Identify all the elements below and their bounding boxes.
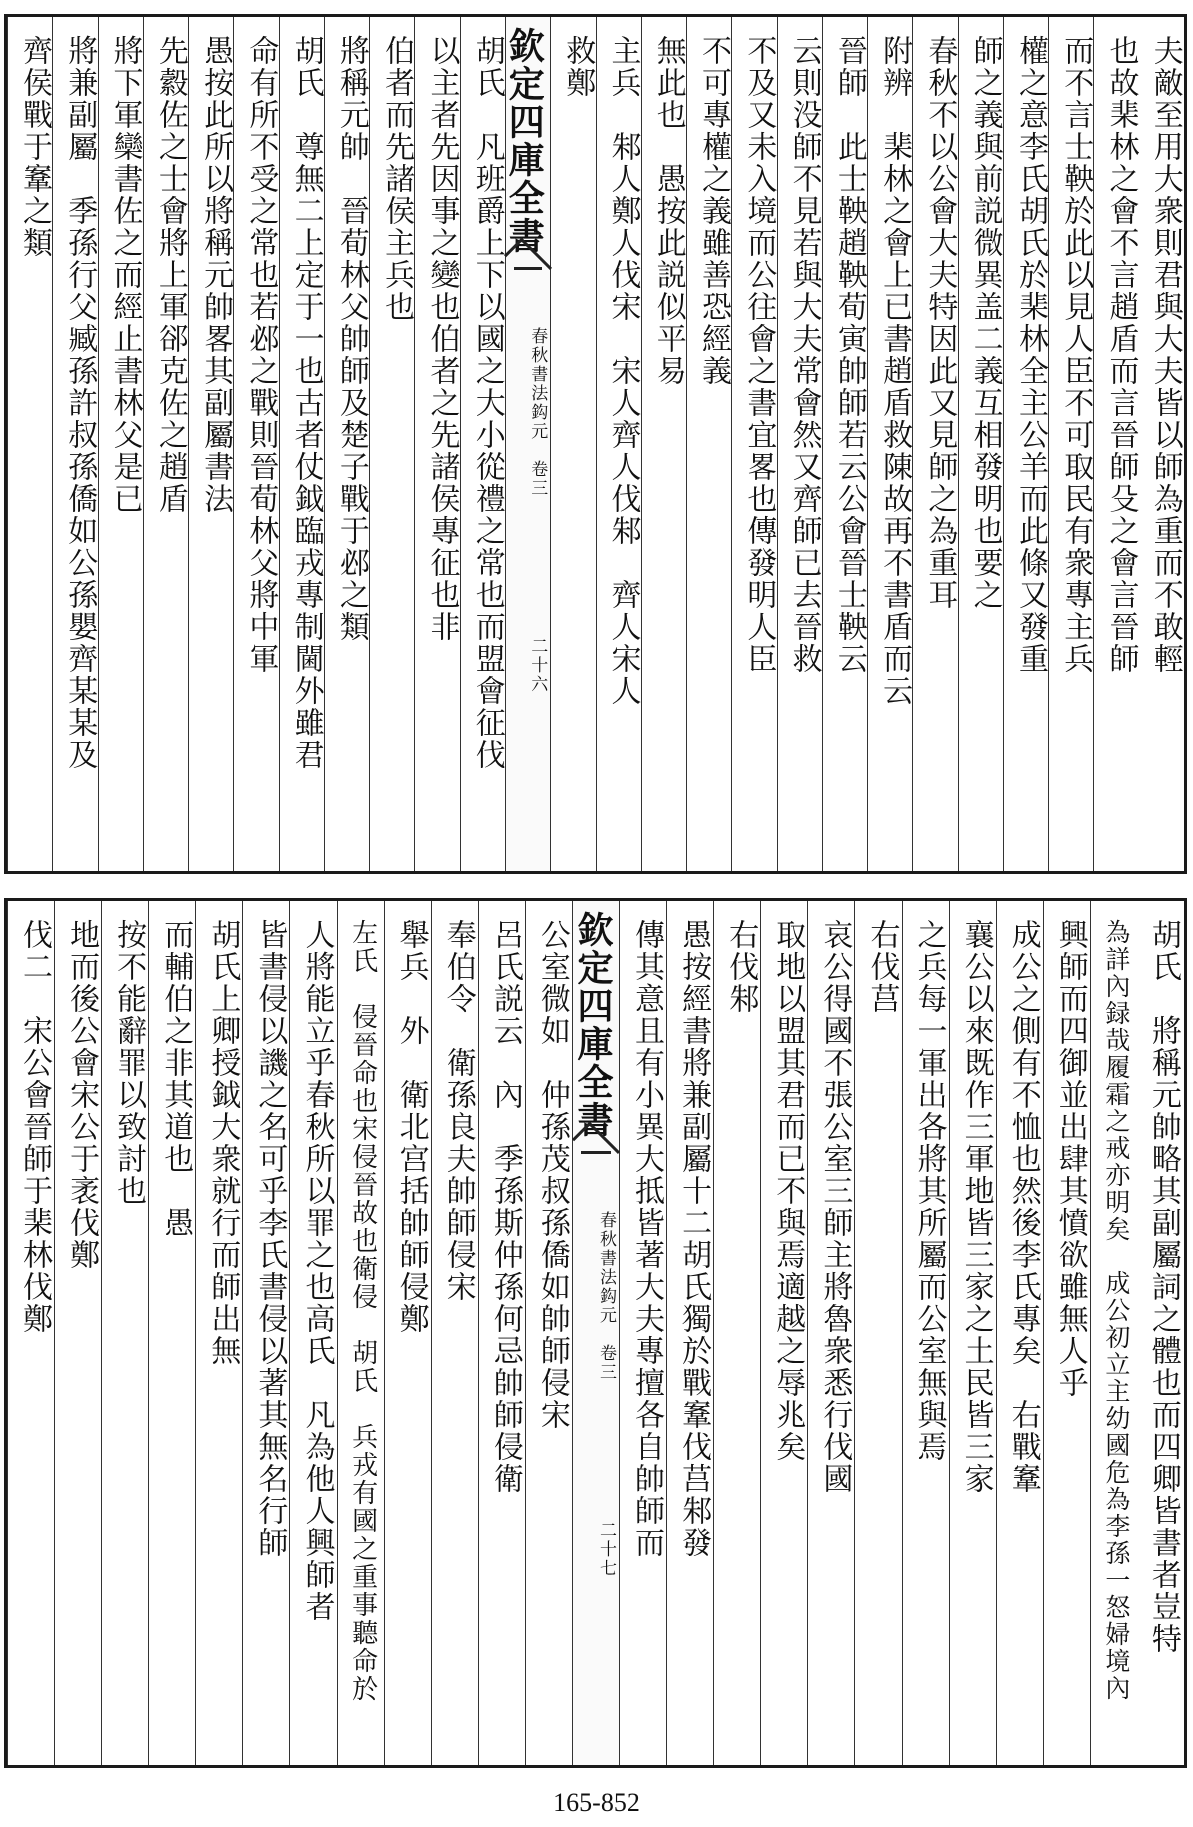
text-column	[686, 17, 731, 871]
text-column	[369, 17, 414, 871]
text-column	[867, 17, 912, 871]
text-column	[460, 17, 505, 871]
text-column	[7, 17, 52, 871]
text-column	[54, 901, 101, 1765]
fishtail-mark-icon	[581, 1131, 611, 1154]
text-column-content: 云則没師不見若與大夫常會然又齊師已去晉救	[786, 35, 822, 675]
text-column-content: 權之意李氏胡氏於棐林全主公羊而此條又發重	[1012, 35, 1048, 675]
text-column-content: 而輔伯之非其道也 愚	[158, 919, 194, 1239]
text-column	[7, 901, 54, 1765]
center-title: 欽定四庫全書	[572, 911, 615, 1139]
text-column	[1003, 17, 1048, 871]
center-page-number: 二十六	[527, 637, 548, 694]
text-column-content: 夫敵至用大衆則君與大夫皆以師為重而不敢輕	[1147, 35, 1183, 675]
text-column-content: 師之義與前説微異盖二義互相發明也要之	[967, 35, 1003, 611]
center-subtitle: 春秋書法鈎元 卷三	[527, 327, 548, 498]
text-column	[958, 17, 1003, 871]
text-column	[478, 901, 525, 1765]
center-title: 欽定四庫全書	[503, 27, 546, 255]
text-column-content: 以主者先因事之變也伯者之先諸侯專征也非	[424, 35, 460, 643]
text-column	[1048, 17, 1093, 871]
text-column	[279, 17, 324, 871]
text-column-content: 無此也 愚按此説似平易	[650, 35, 686, 387]
text-column	[619, 901, 666, 1765]
text-column-content: 按不能辭罪以致討也	[111, 919, 147, 1207]
text-column	[525, 901, 572, 1765]
text-column	[807, 901, 854, 1765]
text-column	[101, 901, 148, 1765]
text-column	[596, 17, 641, 871]
text-column	[195, 901, 242, 1765]
text-column	[233, 17, 278, 871]
text-column	[1090, 901, 1137, 1765]
text-column	[777, 17, 822, 871]
top-page-panel	[4, 14, 1187, 874]
text-column	[188, 17, 233, 871]
text-column-content: 右伐邾	[723, 919, 759, 1015]
text-column-content: 襄公以來既作三軍地皆三家之土民皆三家	[958, 919, 994, 1495]
text-column-content: 而不言士鞅於此以見人臣不可取民有衆專主兵	[1058, 35, 1094, 675]
text-column-content: 公室微如 仲孫茂叔孫僑如帥師侵宋	[534, 919, 570, 1431]
text-column-content: 晉師 此士鞅趙鞅荀寅帥師若云公會晉士鞅云	[831, 35, 867, 675]
text-column	[143, 17, 188, 871]
text-column	[912, 17, 957, 871]
text-column	[242, 901, 289, 1765]
text-column	[760, 901, 807, 1765]
text-column	[289, 901, 336, 1765]
text-column-content: 先縠佐之士會將上軍郤克佐之趙盾	[152, 35, 188, 515]
text-column	[52, 17, 97, 871]
text-column-content: 伐二 宋公會晉師于棐林伐鄭	[17, 919, 53, 1335]
text-column	[384, 901, 431, 1765]
text-column	[148, 901, 195, 1765]
center-fold-column	[505, 17, 550, 871]
text-column-content: 胡氏 將稱元帥略其副屬詞之體也而四卿皆書者豈特	[1145, 919, 1181, 1655]
text-column-content: 皆書侵以譏之名可乎李氏書侵以著其無名行師	[252, 919, 288, 1559]
text-column-content: 左氏 侵晉命也宋侵晉故也衛侵 胡氏 兵戎有國之重事聽命於	[347, 919, 378, 1703]
text-column	[550, 17, 595, 871]
text-column-content: 右伐莒	[864, 919, 900, 1015]
text-column	[98, 17, 143, 871]
text-column-content: 成公之側有不恤也然後李氏專矣 右戰鞌	[1005, 919, 1041, 1495]
text-column	[1139, 17, 1184, 871]
page-number: 165-852	[553, 1788, 640, 1817]
center-fold-column	[572, 901, 619, 1765]
text-column-content: 地而後公會宋公于袤伐鄭	[64, 919, 100, 1271]
text-column	[641, 17, 686, 871]
text-column-content: 齊侯戰于鞌之類	[17, 35, 53, 259]
text-column-content: 伯者而先諸侯主兵也	[379, 35, 415, 323]
text-column-content: 之兵每一軍出各將其所屬而公室無與焉	[911, 919, 947, 1463]
text-column-content: 興師而四御並出肆其憤欲雖無人乎	[1052, 919, 1088, 1399]
text-column-content: 救鄭	[560, 35, 596, 99]
text-column	[324, 17, 369, 871]
text-column	[731, 17, 776, 871]
text-column-content: 命有所不受之常也若邲之戰則晉荀林父將中軍	[243, 35, 279, 675]
text-column	[337, 901, 384, 1765]
text-column-content: 呂氏説云 內 季孫斯仲孫何忌帥師侵衛	[487, 919, 523, 1495]
text-column	[431, 901, 478, 1765]
text-column	[1043, 901, 1090, 1765]
text-column	[666, 901, 713, 1765]
text-column-content: 也故棐林之會不言趙盾而言晉師殳之會言晉師	[1103, 35, 1139, 675]
center-page-number: 二十七	[596, 1521, 617, 1578]
text-column-content: 為詳內録哉履霜之戒亦明矣 成公初立主幼國危為李孫一怒婦境內	[1101, 919, 1131, 1702]
text-column-content: 將下軍欒書佐之而經止書林父是已	[107, 35, 143, 515]
fishtail-mark-icon	[514, 247, 542, 270]
bottom-page-panel	[4, 898, 1187, 1768]
text-column-content: 附辨 棐林之會上已書趙盾救陳故再不書盾而云	[877, 35, 913, 707]
text-column	[1137, 901, 1184, 1765]
text-column	[949, 901, 996, 1765]
text-column-content: 愚按經書將兼副屬十二胡氏獨於戰鞌伐莒邾發	[676, 919, 712, 1559]
text-column-content: 胡氏 尊無二上定于一也古者仗鉞臨戎專制閫外雖君	[288, 35, 324, 771]
text-column	[1093, 17, 1138, 871]
text-column-content: 取地以盟其君而已不與焉適越之辱兆矣	[770, 919, 806, 1463]
text-column-content: 胡氏上卿授鉞大衆就行而師出無	[205, 919, 241, 1367]
text-column-content: 人將能立乎春秋所以罪之也高氏 凡為他人興師者	[299, 919, 335, 1623]
text-column-content: 不可專權之義雖善恐經義	[696, 35, 732, 387]
text-column	[414, 17, 459, 871]
text-column	[996, 901, 1043, 1765]
text-column-content: 將兼副屬 季孫行父臧孫許叔孫僑如公孫嬰齊某某及	[62, 35, 98, 771]
text-column-content: 主兵 邾人鄭人伐宋 宋人齊人伐邾 齊人宋人	[605, 35, 641, 707]
text-column-content: 哀公得國不張公室三師主將魯衆悉行伐國	[817, 919, 853, 1495]
text-column	[854, 901, 901, 1765]
text-column-content: 春秋不以公會大夫特因此又見師之為重耳	[922, 35, 958, 611]
text-column-content: 不及又未入境而公往會之書宜畧也傳發明人臣	[741, 35, 777, 675]
text-column-content: 愚按此所以將稱元帥畧其副屬書法	[198, 35, 234, 515]
text-column	[902, 901, 949, 1765]
text-column-content: 舉兵 外 衛北宫括帥師侵鄭	[393, 919, 429, 1335]
text-column-content: 胡氏 凡班爵上下以國之大小從禮之常也而盟會征伐	[469, 35, 505, 771]
text-column-content: 奉伯令 衛孫良夫帥師侵宋	[440, 919, 476, 1303]
text-column-content: 將稱元帥 晉荀林父帥師及楚子戰于邲之類	[333, 35, 369, 643]
text-column	[822, 17, 867, 871]
center-subtitle: 春秋書法鈎元 卷三	[596, 1211, 617, 1382]
text-column-content: 傳其意且有小異大抵皆著大夫專擅各自帥師而	[629, 919, 665, 1559]
text-column	[713, 901, 760, 1765]
